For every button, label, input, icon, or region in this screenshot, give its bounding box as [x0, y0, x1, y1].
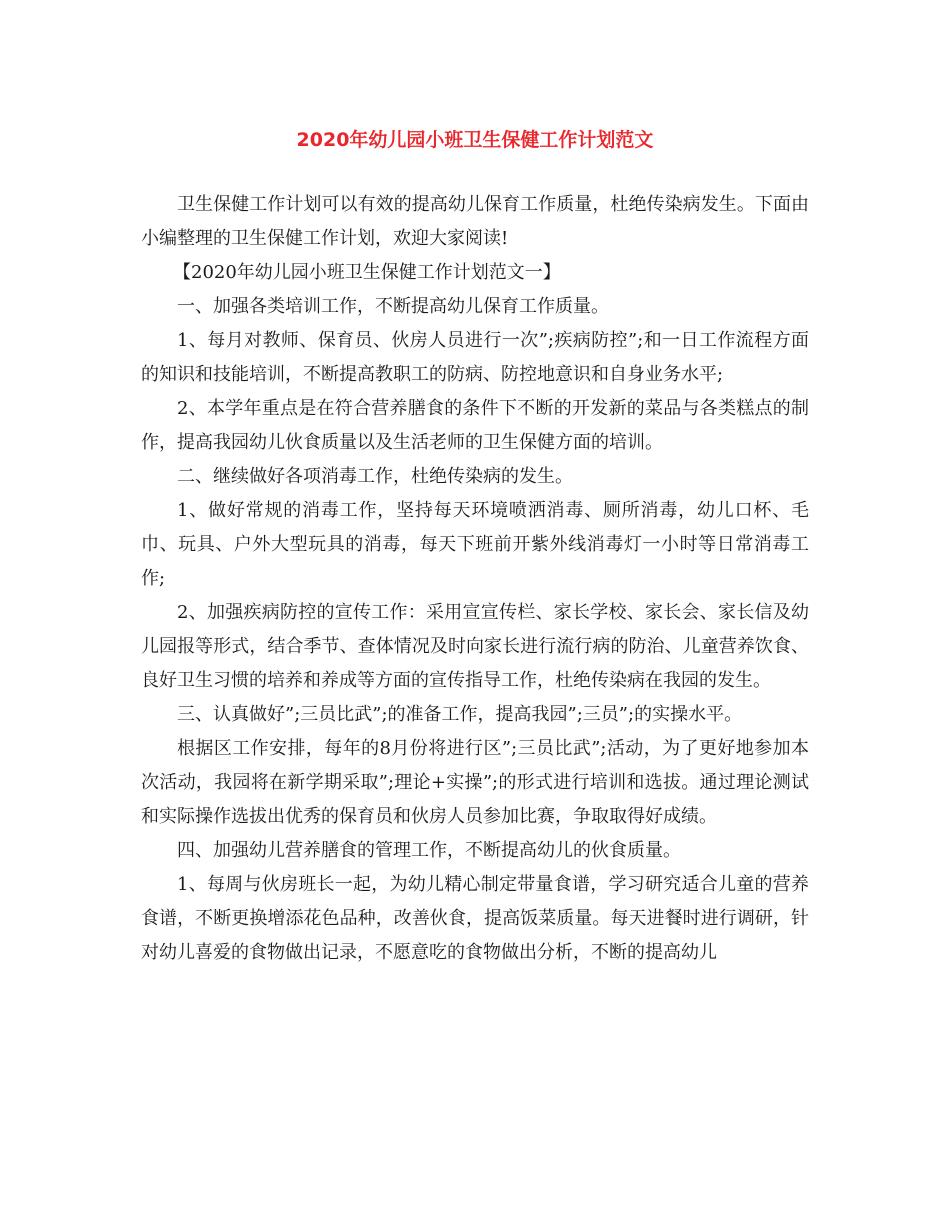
paragraph-disinfection-2: 2、加强疾病防控的宣传工作：采用宣宣传栏、家长学校、家长会、家长信及幼儿园报等形式，结合季节、查体情况及时向家长进行流行病的防治、儿童营养饮食、良好卫生习惯的培养和养成等方面的宣传指导工作，杜绝传染病在我园的发生。 — [141, 602, 809, 691]
heading-nutrition: 四、加强幼儿营养膳食的管理工作，不断提高幼儿的伙食质量。 — [177, 840, 681, 861]
paragraph-training-1: 1、每月对教师、保育员、伙房人员进行一次”;疾病防控”;和一日工作流程方面的知识和技能培训，不断提高教职工的防病、防控地意识和自身业务水平; — [141, 330, 809, 385]
heading-disinfection: 二、继续做好各项消毒工作，杜绝传染病的发生。 — [177, 466, 573, 487]
document-body — [141, 188, 809, 970]
paragraph-nutrition-1: 1、每周与伙房班长一起，为幼儿精心制定带量食谱，学习研究适合儿童的营养食谱，不断更换增添花色品种，改善伙食，提高饭菜质量。每天进餐时进行调研，针对幼儿喜爱的食物做出记录，不愿意吃的食物做出分析，不断的提高幼儿 — [141, 874, 809, 963]
heading-training: 一、加强各类培训工作，不断提高幼儿保育工作质量。 — [177, 296, 609, 317]
paragraph-training-2: 2、本学年重点是在符合营养膳食的条件下不断的开发新的菜品与各类糕点的制作，提高我园幼儿伙食质量以及生活老师的卫生保健方面的培训。 — [141, 398, 809, 453]
paragraph-competition: 根据区工作安排，每年的8月份将进行区”;三员比武”;活动，为了更好地参加本次活动，我园将在新学期采取”;理论+实操”;的形式进行培训和选拔。通过理论测试和实际操作选拔出优秀的保育员和伙房人员参加比赛，争取取得好成绩。 — [141, 738, 809, 827]
paragraph-disinfection-1: 1、做好常规的消毒工作，坚持每天环境喷洒消毒、厕所消毒，幼儿口杯、毛巾、玩具、户外大型玩具的消毒，每天下班前开紫外线消毒灯一小时等日常消毒工作; — [141, 500, 809, 589]
document-title: 2020年幼儿园小班卫生保健工作计划范文 — [296, 129, 654, 151]
paragraph-intro: 卫生保健工作计划可以有效的提高幼儿保育工作质量，杜绝传染病发生。下面由小编整理的卫生保健工作计划，欢迎大家阅读! — [141, 194, 809, 249]
section-heading-sample-one: 【2020年幼儿园小班卫生保健工作计划范文一】 — [173, 262, 561, 283]
heading-competition: 三、认真做好”;三员比武”;的准备工作，提高我园”;三员”;的实操水平。 — [177, 704, 743, 725]
